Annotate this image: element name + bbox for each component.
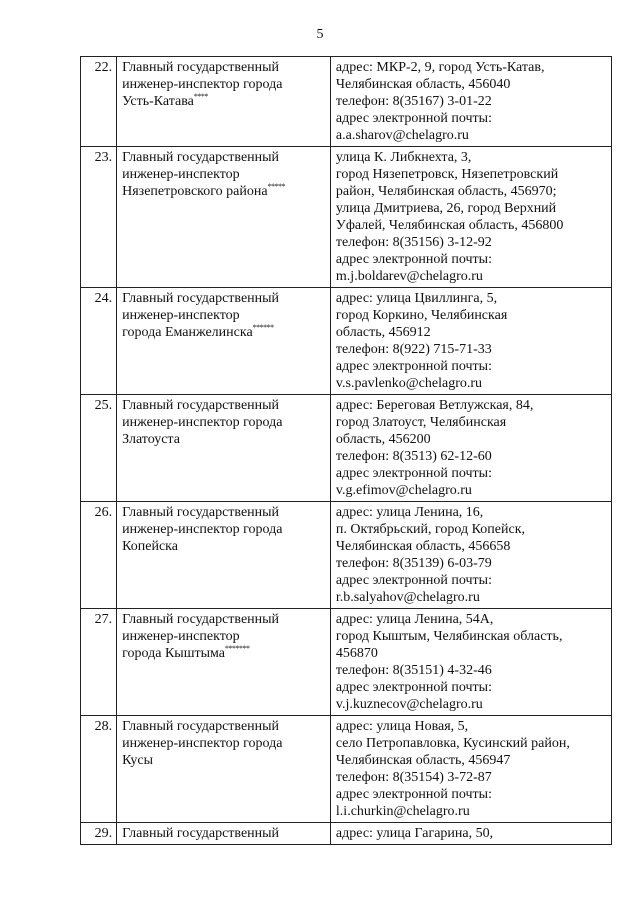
table-row: [81, 395, 612, 502]
row-number: 24.: [81, 288, 117, 395]
table-body: [81, 57, 612, 845]
contact-line: телефон: 8(922) 715-71-33: [335, 342, 492, 357]
position-title-line: [122, 93, 326, 110]
table-row: [81, 716, 612, 823]
position-title-line: [122, 521, 326, 538]
position-title-line: [122, 324, 326, 341]
position-title-text: Златоуста: [122, 432, 180, 447]
row-number: 26.: [81, 502, 117, 609]
position-title-line: [122, 414, 326, 431]
position-title-line: [122, 166, 326, 183]
contact-details-cell: [330, 716, 611, 823]
position-title-text: города Еманжелинска: [122, 325, 253, 340]
contact-line: улица К. Либкнехта, 3,: [335, 150, 472, 165]
contact-details-cell: [330, 502, 611, 609]
position-title-line: [122, 628, 326, 645]
table-row: [81, 502, 612, 609]
contact-line: v.s.pavlenko@chelagro.ru: [335, 376, 483, 391]
table-row: [81, 288, 612, 395]
row-number: 25.: [81, 395, 117, 502]
position-title-text: Копейска: [122, 539, 178, 554]
position-title-text: инженер-инспектор города: [122, 736, 283, 751]
position-title-text: инженер-инспектор: [122, 167, 240, 182]
position-title-line: [122, 718, 326, 735]
contact-line: телефон: 8(35156) 3-12-92: [335, 235, 492, 250]
position-title-line: [122, 504, 326, 521]
contact-line: адрес: улица Ленина, 54А,: [335, 612, 494, 627]
inspectors-table: [80, 56, 612, 845]
contact-line: адрес: Береговая Ветлужская, 84,: [335, 398, 534, 413]
table-row: [81, 823, 612, 845]
contact-line: Челябинская область, 456040: [335, 77, 511, 92]
contact-line: адрес электронной почты:: [335, 680, 492, 695]
table-row: [81, 609, 612, 716]
position-title-line: [122, 397, 326, 414]
contact-line: адрес: улица Ленина, 16,: [335, 505, 484, 520]
position-title-line: [122, 290, 326, 307]
contact-line: телефон: 8(35139) 6-03-79: [335, 556, 492, 571]
position-title-cell: [117, 147, 331, 288]
contact-line: a.a.sharov@chelagro.ru: [335, 128, 469, 143]
contact-details-cell: [330, 395, 611, 502]
contact-line: адрес электронной почты:: [335, 252, 492, 267]
contact-line: город Кыштым, Челябинская область,: [335, 629, 563, 644]
position-title-line: [122, 611, 326, 628]
contact-line: адрес электронной почты:: [335, 466, 492, 481]
position-title-cell: [117, 395, 331, 502]
position-title-cell: [117, 609, 331, 716]
contact-line: телефон: 8(35151) 4-32-46: [335, 663, 492, 678]
contact-line: телефон: 8(3513) 62-12-60: [335, 449, 492, 464]
position-title-text: Главный государственный: [122, 60, 280, 75]
contact-details-cell: [330, 57, 611, 147]
position-title-text: Главный государственный: [122, 505, 280, 520]
contact-line: адрес электронной почты:: [335, 787, 492, 802]
position-title-text: Кусы: [122, 753, 154, 768]
position-title-cell: [117, 288, 331, 395]
position-title-line: [122, 59, 326, 76]
position-title-text: Главный государственный: [122, 398, 280, 413]
row-number: 23.: [81, 147, 117, 288]
contact-line: r.b.salyahov@chelagro.ru: [335, 590, 480, 605]
position-title-text: Усть-Катава: [122, 94, 194, 109]
contact-line: адрес: МКР-2, 9, город Усть-Катав,: [335, 60, 545, 75]
contact-details-cell: [330, 147, 611, 288]
position-title-line: [122, 183, 326, 200]
contact-line: 456870: [335, 646, 378, 661]
contact-line: v.j.kuznecov@chelagro.ru: [335, 697, 483, 712]
contact-line: город Коркино, Челябинская: [335, 308, 508, 323]
position-title-line: [122, 752, 326, 769]
row-number: 29.: [81, 823, 117, 845]
contact-line: Челябинская область, 456658: [335, 539, 511, 554]
position-title-line: [122, 735, 326, 752]
position-title-text: инженер-инспектор города: [122, 522, 283, 537]
contact-line: область, 456200: [335, 432, 431, 447]
position-title-cell: [117, 823, 331, 845]
footnote-marker: *******: [224, 644, 250, 653]
contact-line: улица Дмитриева, 26, город Верхний: [335, 201, 557, 216]
table-row: [81, 147, 612, 288]
position-title-line: [122, 307, 326, 324]
contact-line: область, 456912: [335, 325, 431, 340]
position-title-text: города Кыштыма: [122, 646, 225, 661]
contact-line: адрес электронной почты:: [335, 573, 492, 588]
contact-line: m.j.boldarev@chelagro.ru: [335, 269, 483, 284]
position-title-line: [122, 76, 326, 93]
position-title-text: инженер-инспектор города: [122, 415, 283, 430]
contact-line: город Нязепетровск, Нязепетровский: [335, 167, 559, 182]
footnote-marker: ****: [193, 92, 208, 101]
contact-details-cell: [330, 823, 611, 845]
row-number: 28.: [81, 716, 117, 823]
footnote-marker: ******: [252, 323, 274, 332]
contact-details-cell: [330, 609, 611, 716]
contact-line: п. Октябрьский, город Копейск,: [335, 522, 525, 537]
contact-details-cell: [330, 288, 611, 395]
position-title-text: Нязепетровского района: [122, 184, 268, 199]
position-title-text: Главный государственный: [122, 612, 280, 627]
position-title-line: [122, 825, 326, 842]
contact-line: адрес: улица Цвиллинга, 5,: [335, 291, 498, 306]
page-number: 5: [316, 27, 324, 42]
contact-line: район, Челябинская область, 456970;: [335, 184, 557, 199]
contact-line: Челябинская область, 456947: [335, 753, 511, 768]
position-title-text: Главный государственный: [122, 719, 280, 734]
contact-line: адрес электронной почты:: [335, 359, 492, 374]
position-title-text: инженер-инспектор города: [122, 77, 283, 92]
contact-line: город Златоуст, Челябинская: [335, 415, 507, 430]
contact-line: адрес: улица Новая, 5,: [335, 719, 469, 734]
position-title-cell: [117, 502, 331, 609]
table-row: [81, 57, 612, 147]
contact-line: v.g.efimov@chelagro.ru: [335, 483, 472, 498]
contact-line: l.i.churkin@chelagro.ru: [335, 804, 470, 819]
position-title-cell: [117, 716, 331, 823]
position-title-line: [122, 538, 326, 555]
contact-line: телефон: 8(35154) 3-72-87: [335, 770, 492, 785]
position-title-line: [122, 149, 326, 166]
position-title-text: Главный государственный: [122, 150, 280, 165]
footnote-marker: *****: [267, 182, 286, 191]
position-title-line: [122, 645, 326, 662]
contact-line: Уфалей, Челябинская область, 456800: [335, 218, 564, 233]
position-title-text: Главный государственный: [122, 291, 280, 306]
contact-line: село Петропавловка, Кусинский район,: [335, 736, 570, 751]
row-number: 27.: [81, 609, 117, 716]
row-number: 22.: [81, 57, 117, 147]
contact-line: адрес: улица Гагарина, 50,: [335, 826, 494, 841]
position-title-text: инженер-инспектор: [122, 629, 240, 644]
position-title-line: [122, 431, 326, 448]
position-title-cell: [117, 57, 331, 147]
contact-line: телефон: 8(35167) 3-01-22: [335, 94, 492, 109]
position-title-text: инженер-инспектор: [122, 308, 240, 323]
contact-line: адрес электронной почты:: [335, 111, 492, 126]
position-title-text: Главный государственный: [122, 826, 280, 841]
